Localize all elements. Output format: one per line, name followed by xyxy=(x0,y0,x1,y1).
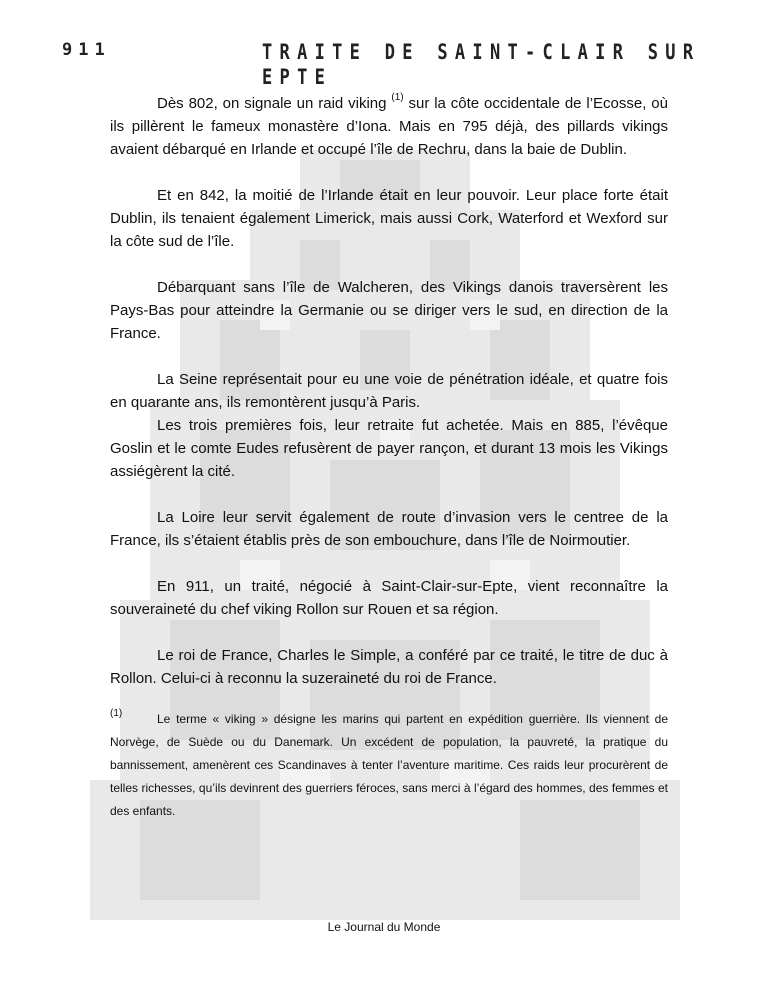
paragraph-8: Le roi de France, Charles le Simple, a conféré par ce traité, le titre de duc à Rollon. Celui-ci à reconnu la suzeraineté du roi de France. xyxy=(110,647,668,687)
paragraph-5: Les trois premières fois, leur retraite fut achetée. Mais en 885, l’évêque Goslin et le comte Eudes refusèrent de payer rançon, et durant 13 mois les Vikings assiégèrent la cité. xyxy=(110,417,668,480)
paragraph-2: Et en 842, la moitié de l’Irlande était en leur pouvoir. Leur place forte était Dublin, ils tenaient également Limerick, mais aussi Cork, Waterford et Wexford sur la côte sud de l’île. xyxy=(110,187,668,250)
paragraph-1: Dès 802, on signale un raid viking $^{(1)}$ sur la côte occidentale de l’Ecosse, où ils pillèrent le fameux monastère d’Iona. Mais en 795 déjà, des pillards vikings avaient débarqué en Irlande et occupé l’île de Rechru, dans la baie de Dublin. xyxy=(110,92,668,158)
page-header xyxy=(62,40,706,90)
page-footer: Le Journal du Monde xyxy=(327,920,441,934)
footnote xyxy=(110,708,668,823)
page-title: TRAITE DE SAINT-CLAIR SUR EPTE xyxy=(262,40,701,90)
footnote-marker: (1) xyxy=(110,708,123,719)
footnote-text: Le terme « viking » désigne les marins qui partent en expédition guerrière. Ils viennent de Norvège, de Suède ou du Danemark. Un excédent de population, la pauvreté, la pratique du bannissement, amenèrent ces Scandinaves à tenter l’aventure maritime. Ces raids leur procurèrent de telles richesses, qu’ils devinrent des guerriers féroces, sans merci à l’égard des hommes, des femmes et des enfants. xyxy=(110,712,668,818)
paragraph-6: La Loire leur servit également de route d’invasion vers le centree de la France, ils s’étaient établis près de son embouchure, dans l’île de Noirmoutier. xyxy=(110,509,668,549)
paragraph-4: La Seine représentait pour eu une voie de pénétration idéale, et quatre fois en quarante ans, ils remontèrent jusqu’à Paris. xyxy=(110,371,668,411)
paragraph-3: Débarquant sans l’île de Walcheren, des Vikings danois traversèrent les Pays-Bas pour atteindre la Germanie ou se diriger vers le sud, en direction de la France. xyxy=(110,279,668,342)
page-number: 911 xyxy=(62,40,111,60)
article-body xyxy=(110,92,668,713)
footnote-ref: (1) xyxy=(391,92,404,103)
paragraph-7: En 911, un traité, négocié à Saint-Clair-sur-Epte, vient reconnaître la souveraineté du chef viking Rollon sur Rouen et sa région. xyxy=(110,578,668,618)
